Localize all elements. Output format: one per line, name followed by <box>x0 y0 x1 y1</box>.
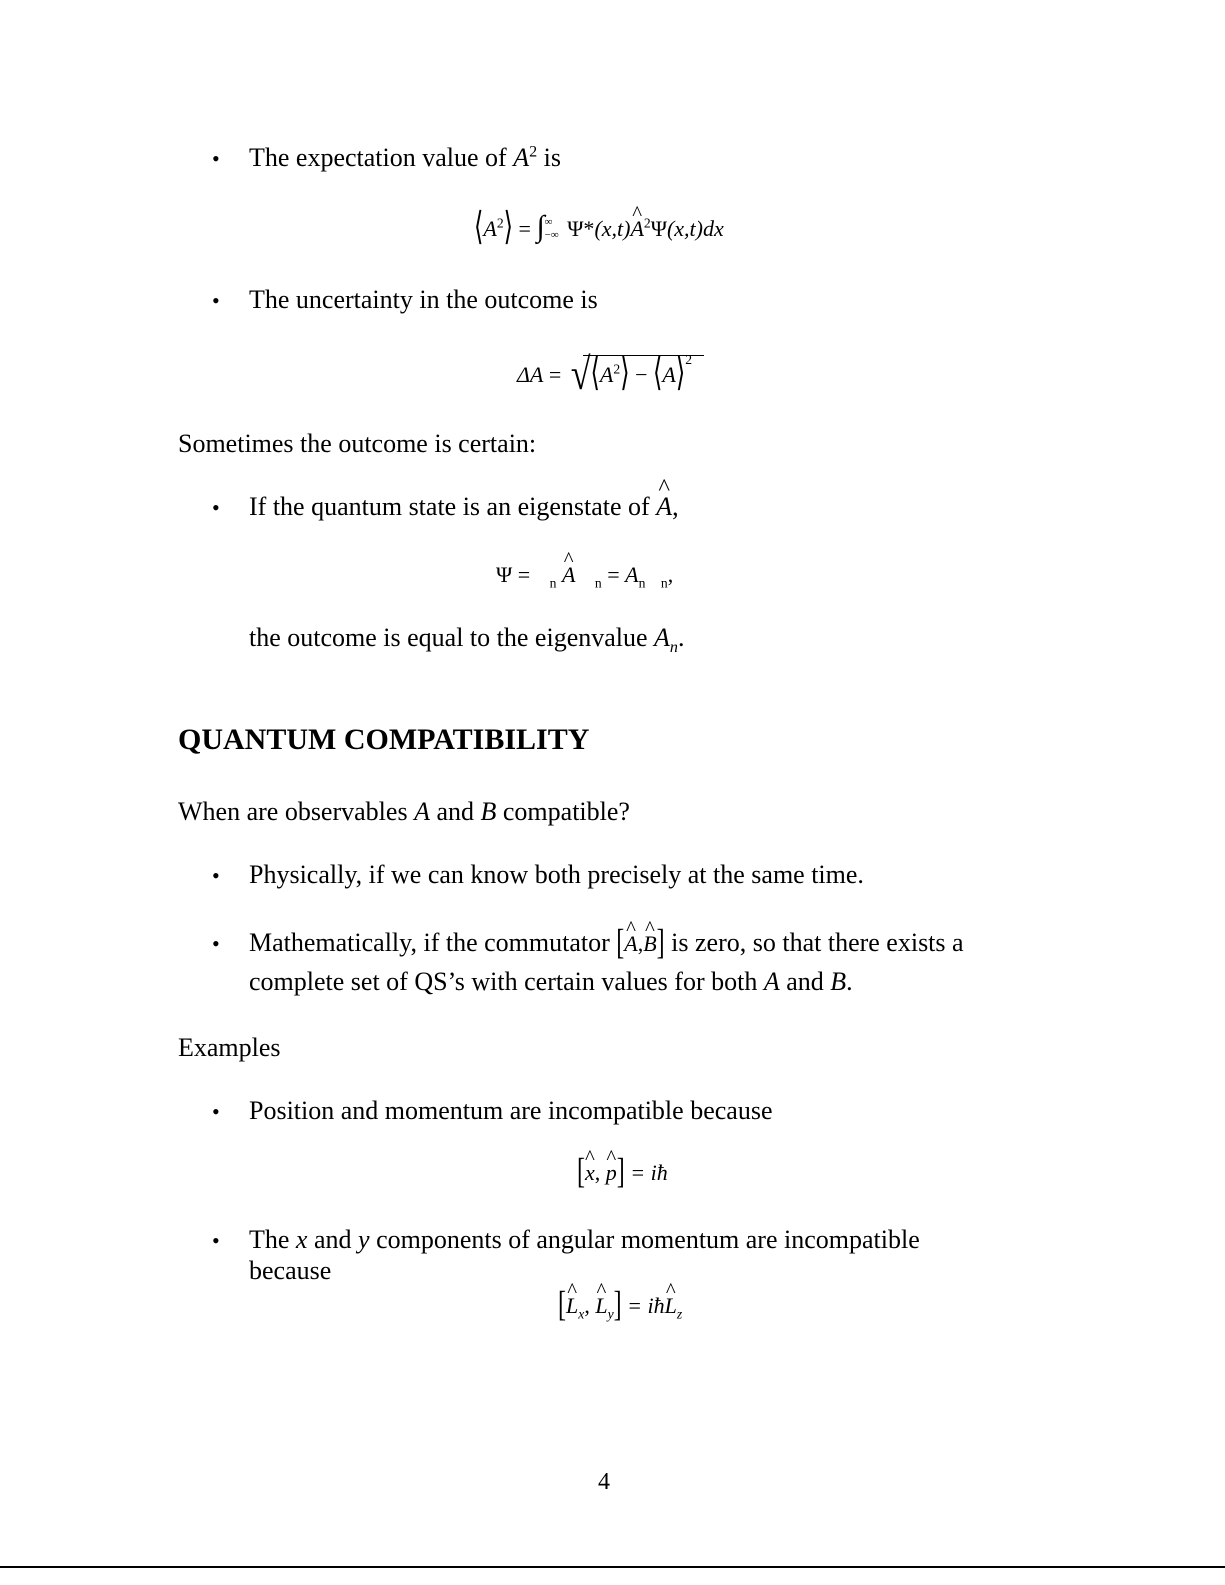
position-momentum-line: Position and momentum are incompatible because <box>249 1096 773 1125</box>
bracket-left: [ <box>558 1285 566 1325</box>
math-var: A <box>763 967 780 996</box>
equation-rhs: = iħ <box>630 1160 668 1185</box>
math-var: A <box>483 216 497 241</box>
equals-sign: = <box>607 562 620 587</box>
text-run: When are observables <box>178 797 408 826</box>
equation-commutator-xp <box>577 1152 668 1192</box>
text-run: compatible? <box>502 797 630 826</box>
question-line <box>178 796 630 828</box>
text-run: and <box>313 1225 352 1254</box>
comma: , <box>637 931 644 956</box>
exponent: 2 <box>685 351 692 367</box>
args: (x,t) <box>594 216 631 241</box>
angular-momentum-line-2: because <box>249 1256 332 1285</box>
comma: , <box>584 1293 590 1318</box>
angle-left: ⟨ <box>652 353 663 395</box>
subscript: n <box>638 575 646 591</box>
exponent: 2 <box>643 215 651 231</box>
text-run: If the quantum state is an eigenstate of <box>249 492 650 521</box>
bullet-marker: • <box>212 931 220 956</box>
bullet-marker: • <box>212 146 220 171</box>
bullet-marker: • <box>212 495 220 520</box>
angle-right: ⟩ <box>503 207 514 249</box>
delta-a: ΔA <box>517 362 544 387</box>
eigenvalue: A <box>625 562 639 587</box>
angular-momentum-line <box>249 1224 920 1256</box>
mathematically-line-2 <box>249 966 853 998</box>
text-run: complete set of QS’s with certain values for both <box>249 967 758 996</box>
angle-right: ⟩ <box>675 353 686 395</box>
bracket-right: ] <box>656 923 665 963</box>
text-run: components of angular momentum are incompatible <box>376 1225 920 1254</box>
subscript: n <box>660 575 668 591</box>
operator-a-hat: ^ A <box>630 214 643 244</box>
integral-limits <box>545 216 559 242</box>
mathematically-line <box>249 923 964 963</box>
text-run: and <box>436 797 474 826</box>
math-var: A <box>414 797 430 826</box>
subscript: x <box>578 1306 585 1322</box>
math-var: A <box>599 362 614 387</box>
page-number: 4 <box>598 1469 610 1495</box>
integral-sign: ∫ <box>536 210 545 243</box>
eigenstate-line <box>249 491 679 523</box>
psi-star: Ψ* <box>567 216 595 241</box>
math-var: A <box>654 623 670 652</box>
sqrt-sign: √ <box>570 349 591 399</box>
equals-sign: = <box>517 562 531 587</box>
bracket-left: [ <box>616 923 625 963</box>
upper-limit: ∞ <box>544 215 553 228</box>
equals-sign: = <box>548 362 562 387</box>
angle-left: ⟨ <box>474 207 484 249</box>
bullet-marker: • <box>212 1228 220 1253</box>
equation-rhs: = iħ <box>627 1293 665 1318</box>
operator-a-hat: ^ A <box>562 560 575 590</box>
angle-right: ⟩ <box>620 353 630 395</box>
subscript: n <box>594 575 602 591</box>
lower-limit: −∞ <box>544 228 559 241</box>
angle-left: ⟨ <box>590 353 600 395</box>
equals-sign: = <box>518 216 531 241</box>
operator-l-hat: ^ L <box>566 1291 578 1321</box>
exponent: 2 <box>529 143 538 161</box>
math-var: y <box>358 1225 370 1254</box>
differential: dx <box>703 216 724 241</box>
subscript: z <box>676 1306 683 1322</box>
bottom-border <box>0 1566 1225 1568</box>
text-run: , <box>672 492 679 521</box>
math-var: A <box>662 362 676 387</box>
expectation-line <box>249 142 561 174</box>
bullet-marker: • <box>212 863 220 888</box>
bracket-right: ] <box>613 1285 622 1325</box>
text-run: Mathematically, if the commutator <box>249 928 610 957</box>
comma: , <box>594 1160 601 1185</box>
bracket-left: [ <box>577 1152 585 1192</box>
sometimes-line: Sometimes the outcome is certain: <box>178 429 537 458</box>
uncertainty-line: The uncertainty in the outcome is <box>249 285 598 314</box>
comma: , <box>667 562 674 587</box>
operator-l-hat: ^ L <box>595 1291 607 1321</box>
physically-line: Physically, if we can know both precisely at the same time. <box>249 860 864 889</box>
text-run: is <box>537 143 562 172</box>
equation-commutator-l <box>558 1285 683 1325</box>
subscript: n <box>669 639 678 657</box>
subscript: y <box>607 1306 614 1322</box>
minus-sign: − <box>635 362 648 387</box>
bullet-marker: • <box>212 1099 220 1124</box>
operator-x-hat: ^ x <box>585 1158 595 1188</box>
bullet-marker: • <box>212 288 220 313</box>
text-run: . <box>846 967 853 996</box>
operator-a-hat: ^ A <box>656 491 672 523</box>
text-run: The expectation value of <box>249 143 507 172</box>
args: (x,t) <box>666 216 703 241</box>
square-root <box>567 349 692 399</box>
equation-eigenstate <box>496 560 673 590</box>
text-run: is zero, so that there exists a <box>671 928 964 957</box>
exponent: 2 <box>496 215 504 231</box>
text-run: and <box>786 967 824 996</box>
examples-title: Examples <box>178 1033 281 1062</box>
equation-uncertainty <box>517 349 692 399</box>
text-run: The <box>249 1225 290 1254</box>
operator-a-hat: ^ A <box>624 928 637 960</box>
section-heading: QUANTUM COMPATIBILITY <box>178 723 590 756</box>
operator-p-hat: ^ p <box>606 1158 617 1188</box>
math-var: B <box>480 797 497 826</box>
text-run: the outcome is equal to the eigenvalue <box>249 623 648 652</box>
psi: Ψ <box>496 562 513 587</box>
psi: Ψ <box>650 216 667 241</box>
operator-b-hat: ^ B <box>643 928 656 960</box>
operator-l-hat: ^ L <box>665 1291 677 1321</box>
math-var: A <box>513 143 530 172</box>
math-var: B <box>830 967 847 996</box>
equation-expectation-a2 <box>474 207 724 249</box>
outcome-line <box>249 622 685 657</box>
text-run: . <box>677 623 685 652</box>
subscript: n <box>549 575 557 591</box>
math-var: x <box>295 1225 308 1254</box>
bracket-right: ] <box>616 1152 625 1192</box>
exponent: 2 <box>613 361 621 377</box>
